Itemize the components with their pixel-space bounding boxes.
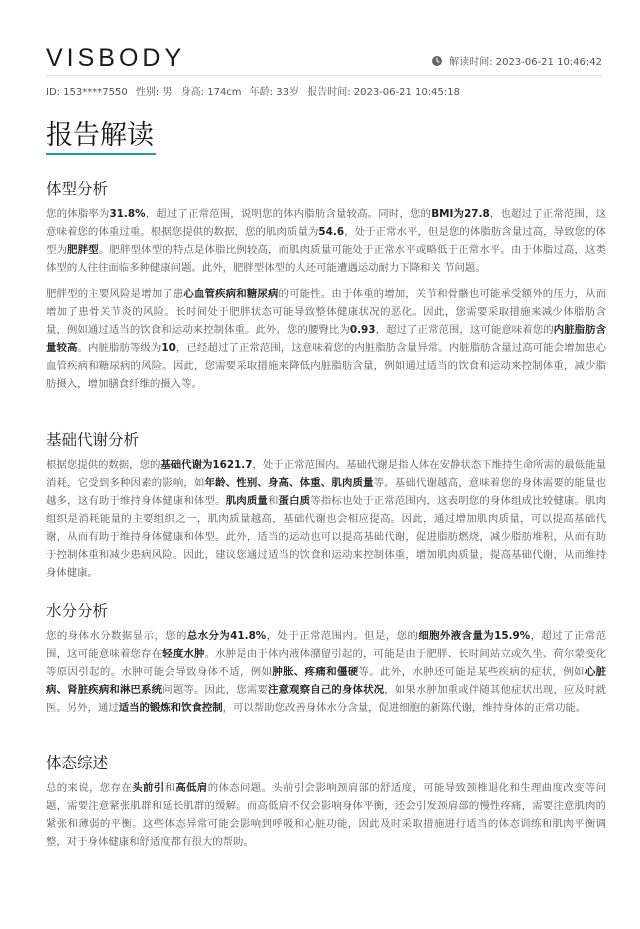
report-header bbox=[46, 44, 602, 72]
highlight-text: 基础代谢为1621.7 bbox=[160, 459, 253, 471]
highlight-text: 0.93 bbox=[349, 324, 376, 336]
section-posture bbox=[46, 751, 606, 859]
highlight-text: 内脏脂肪含量较高 bbox=[46, 324, 607, 354]
section-heading: 水分分析 bbox=[46, 602, 109, 620]
highlight-text: 蛋白质 bbox=[278, 495, 311, 507]
highlight-text: 总水分为41.8% bbox=[186, 630, 267, 642]
section-basal-metabolism bbox=[46, 428, 606, 590]
highlight-text: 心血管疾病和糖尿病 bbox=[183, 288, 279, 300]
highlight-text: 细胞外液含量为15.9% bbox=[418, 630, 531, 642]
highlight-text: 轻度水肿 bbox=[162, 648, 205, 660]
interpret-time-value: 2023-06-21 10:46:42 bbox=[495, 57, 602, 68]
highlight-text: 肌肉质量 bbox=[225, 495, 268, 507]
highlight-text: 31.8% bbox=[109, 208, 146, 220]
section-heading: 基础代谢分析 bbox=[46, 431, 140, 449]
header-divider bbox=[46, 75, 602, 76]
highlight-text: 注意观察自己的身体状况 bbox=[267, 684, 385, 696]
highlight-text: 肥胖型 bbox=[67, 244, 99, 256]
user-gender: 性别: 男 bbox=[135, 87, 173, 98]
clock-icon bbox=[432, 56, 442, 66]
section-paragraph: 您的身体水分数据显示，您的总水分为41.8%，处于正常范围内。但是，您的细胞外液含量为15.9%，超过了正常范围，这可能意味着您存在轻度水肿。水肿是由于体内液体潴留引起的，可能是由于肥胖、长时间站立或久坐、荷尔蒙变化等原因引起的。水肿可能会导致身体不适，例如肿胀、疼痛和僵硬等。此外，水肿还可能是某些疾病的症状，例如心脏病、肾脏疾病和淋巴系统问题等。因此，您需要注意观察自己的身体状况，如果水肿加重或伴随其他症状出现，应及时就医。另外，通过适当的锻炼和饮食控制，可以帮助您改善身体水分含量，促进细胞的新陈代谢，维持身体的正常功能。 bbox=[46, 630, 607, 714]
highlight-text: 高低肩 bbox=[175, 782, 208, 794]
highlight-text: 年龄、性别、身高、体重、肌肉质量 bbox=[204, 477, 374, 489]
visbody-logo: VISBODY bbox=[46, 44, 186, 72]
section-heading: 体型分析 bbox=[46, 180, 109, 198]
section-paragraph: 根据您提供的数据，您的基础代谢为1621.7，处于正常范围内。基础代谢是指人体在安静状态下维持生命所需的最低能量消耗，它受到多种因素的影响，如年龄、性别、身高、体重、肌肉质量等。基础代谢越高，意味着您的身体需要的能量也越多，这有助于维持身体健康和体型。肌肉质量和蛋白质等指标也处于正常范围内，这表明您的身体组成比较健康。肌肉组织是消耗能量的主要组织之一，肌肉质量越高，基础代谢也会相应提高。因此，通过增加肌肉质量，可以提高基础代谢，从而有助于维持身体健康和体型。此外，适当的运动也可以提高基础代谢，促进脂肪燃烧，减少脂肪堆积，从而有助于控制体重和减少患病风险。因此，建议您通过适当的饮食和运动来控制体重，增加肌肉质量，提高基础代谢，从而维持身体健康。 bbox=[46, 459, 607, 579]
highlight-text: 肿胀、疼痛和僵硬 bbox=[272, 666, 359, 678]
title-underline bbox=[46, 153, 156, 155]
section-paragraph: 肥胖型的主要风险是增加了患心血管疾病和糖尿病的可能性。由于体重的增加，关节和骨骼也可能承受额外的压力，从而增加了患骨关节炎的风险。长时间处于肥胖状态可能导致整体健康状况的恶化。因此，您需要采取措施来减少体脂肪含量，例如通过适当的饮食和运动来控制体重。此外，您的腰臀比为0.93，超过了正常范围，这可能意味着您的内脏脂肪含量较高。内脏脂肪等级为10，已经超过了正常范围，这意味着您的内脏脂肪含量异常。内脏脂肪含量过高可能会增加患心血管疾病和糖尿病的风险。因此，您需要采取措施来降低内脏脂肪含量，例如通过适当的饮食和运动来控制体重，减少脂肪摄入，增加膳食纤维的摄入等。 bbox=[46, 288, 607, 390]
section-heading: 体态综述 bbox=[46, 754, 109, 772]
user-age: 年龄: 33岁 bbox=[249, 87, 300, 98]
user-height: 身高: 174cm bbox=[180, 87, 242, 98]
section-water bbox=[46, 599, 606, 725]
highlight-text: 头前引 bbox=[132, 782, 165, 794]
highlight-text: BMI为27.8 bbox=[431, 208, 490, 220]
section-paragraph: 您的体脂率为31.8%，超过了正常范围，说明您的体内脂肪含量较高。同时，您的BMI为27.8，也超过了正常范围，这意味着您的体重过重。根据您提供的数据，您的肌肉质量为54.6，处于正常水平，但是您的体脂肪含量过高，导致您的体型为肥胖型。肥胖型体型的特点是体脂比例较高，而肌肉质量可能处于正常水平或略低于正常水平。由于体脂过高，这类体型的人往往面临多种健康问题。此外，肥胖型体型的人还可能遭遇运动耐力下降和关 节问题。 bbox=[46, 208, 607, 274]
interpret-time bbox=[432, 53, 602, 68]
highlight-text: 10 bbox=[161, 342, 176, 354]
user-info-line bbox=[46, 83, 602, 98]
highlight-text: 54.6 bbox=[318, 226, 345, 238]
section-paragraph: 总的来说，您存在头前引和高低肩的体态问题。头前引会影响颈肩部的舒适度，可能导致颈椎退化和生理曲度改变等问题，需要注意紧张肌群和延长肌群的缓解。而高低肩不仅会影响身体平衡，还会引发颈肩部的慢性疼痛，需要注意肌肉的紧张和薄弱的平衡。这些体态异常可能会影响到呼吸和心脏功能，因此及时采取措施进行适当的体态训练和肌肉平衡调整，对于身体健康和舒适度都有很大的帮助。 bbox=[46, 782, 607, 848]
highlight-text: 适当的锻炼和饮食控制 bbox=[118, 702, 223, 714]
section-body-shape bbox=[46, 177, 606, 401]
interpret-time-label: 解读时间: bbox=[449, 57, 493, 68]
user-id: ID: 153****7550 bbox=[46, 87, 128, 98]
page-title: 报告解读 bbox=[46, 120, 154, 151]
report-time: 报告时间: 2023-06-21 10:45:18 bbox=[307, 87, 460, 98]
highlight-text: 心脏病、肾脏疾病和淋巴系统 bbox=[46, 666, 607, 696]
